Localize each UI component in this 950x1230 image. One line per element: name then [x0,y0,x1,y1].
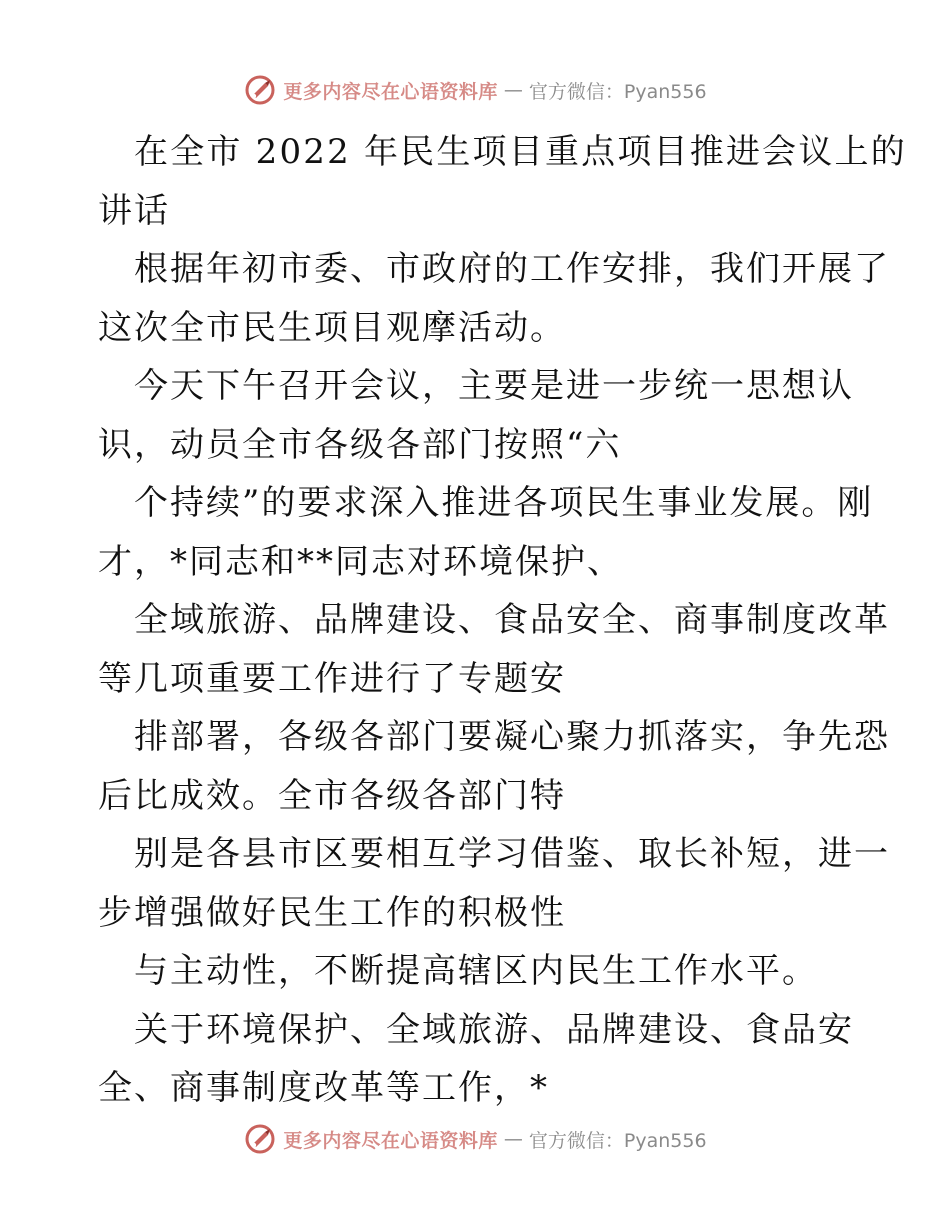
watermark-separator: — [503,1128,523,1150]
document-body [98,123,907,1118]
body-line: 识，动员全市各级各部门按照“六 [98,424,622,465]
title-line-1: 在全市 2022 年民生项目重点项目推进会议上的 [134,132,907,172]
body-line: 关于环境保护、全域旅游、品牌建设、食品安 [134,1009,854,1050]
watermark-contact: 官方微信：Pyan556 [528,80,707,103]
seal-logo-icon [243,1122,277,1156]
watermark-text: 更多内容尽在心语资料库 [283,80,498,103]
body-line: 别是各县市区要相互学习借鉴、取长补短，进一 [134,834,890,874]
watermark-text: 更多内容尽在心语资料库 [283,1129,498,1152]
body-line: 个持续”的要求深入推进各项民生事业发展。刚 [134,483,874,523]
footer-watermark [0,1119,950,1159]
seal-logo-icon [243,73,277,107]
body-line: 与主动性，不断提高辖区内民生工作水平。 [134,951,818,991]
body-line: 今天下午召开会议，主要是进一步统一思想认 [134,366,854,406]
title-line-2: 讲话 [98,190,170,231]
body-line: 等几项重要工作进行了专题安 [98,658,566,699]
watermark-separator: — [503,79,523,101]
body-line: 排部署，各级各部门要凝心聚力抓落实，争先恐 [134,717,890,757]
body-line: 根据年初市委、市政府的工作安排，我们开展了 [134,249,890,289]
body-line: 全、商事制度改革等工作，* [98,1068,549,1108]
body-line: 才，*同志和**同志对环境保护、 [98,541,623,582]
body-line: 后比成效。全市各级各部门特 [98,775,566,816]
header-watermark [0,70,950,110]
watermark-contact: 官方微信：Pyan556 [528,1129,707,1152]
body-line: 步增强做好民生工作的积极性 [98,892,566,933]
body-line: 这次全市民生项目观摩活动。 [98,307,566,348]
body-line: 全域旅游、品牌建设、食品安全、商事制度改革 [134,600,890,640]
